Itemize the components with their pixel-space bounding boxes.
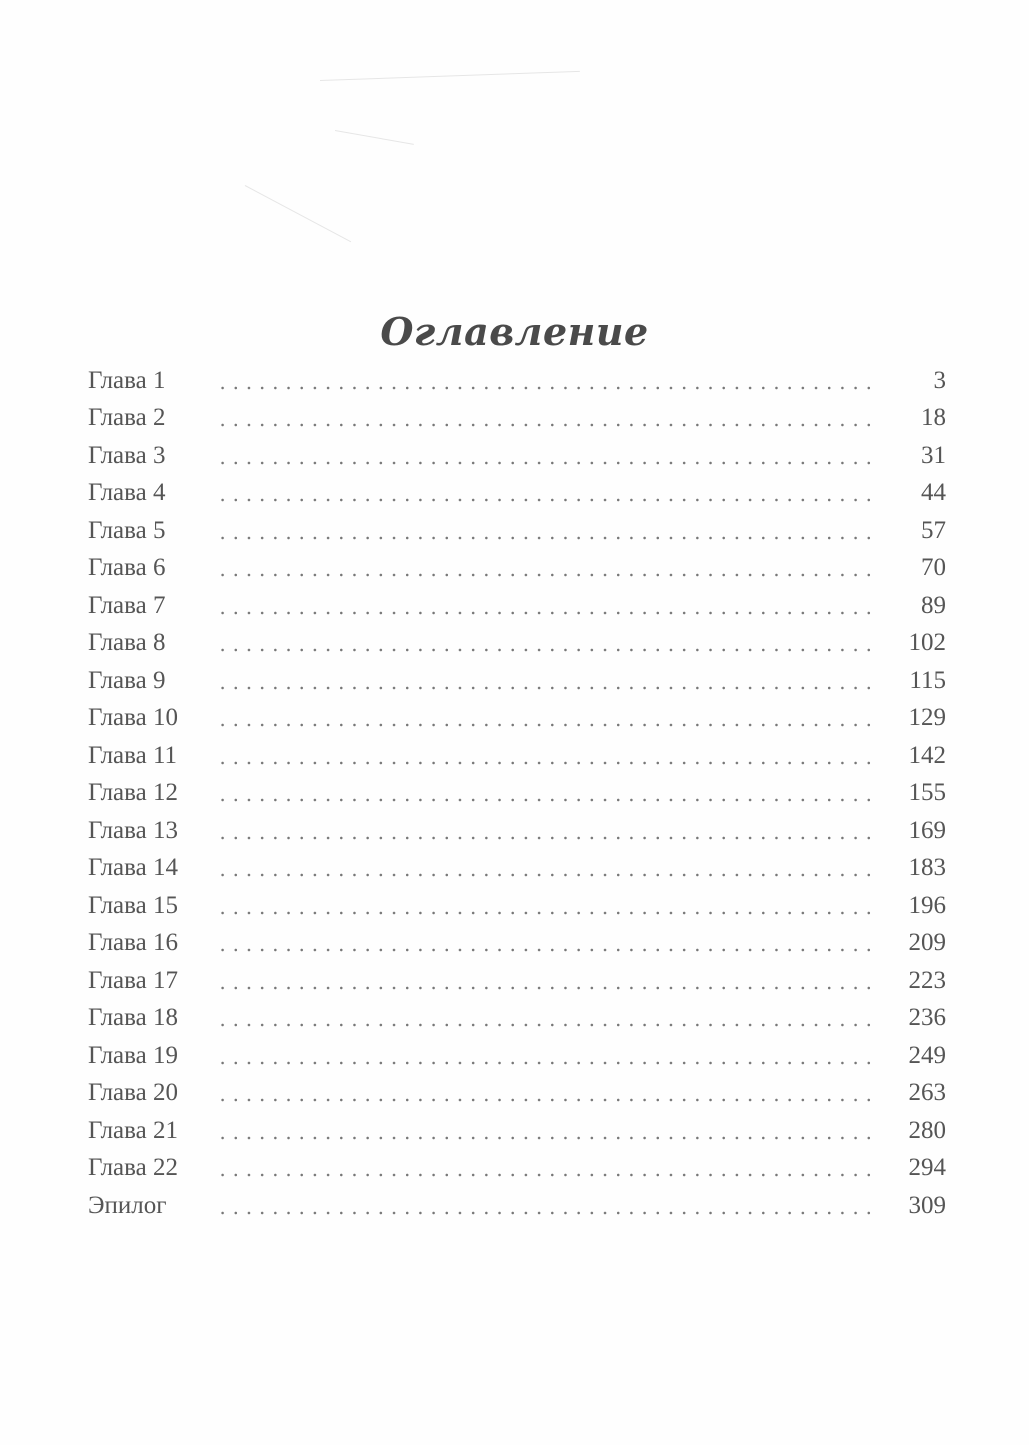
page-title: Оглавление [380, 309, 649, 355]
toc-entry-label: Глава 17 [88, 966, 178, 994]
toc-entry-page-number: 236 [908, 1004, 946, 1032]
dot-leader [216, 723, 880, 727]
dot-leader [216, 761, 880, 765]
toc-entry-label: Эпилог [88, 1191, 167, 1219]
toc-entry [88, 1112, 946, 1150]
toc-entry-label: Глава 11 [88, 741, 178, 769]
toc-entry-page-number: 102 [908, 629, 946, 657]
dot-leader [216, 836, 880, 840]
toc-entry [88, 887, 946, 925]
toc-entry [88, 850, 946, 888]
toc-entry-page-number: 18 [921, 404, 946, 432]
dot-leader [216, 461, 880, 465]
dot-leader [216, 1211, 880, 1215]
toc-entry-page-number: 209 [908, 929, 946, 957]
toc-entry-page-number: 263 [908, 1079, 946, 1107]
toc-entry-label: Глава 22 [88, 1154, 178, 1182]
toc-entry-label: Глава 21 [88, 1116, 178, 1144]
toc-entry-label: Глава 6 [88, 554, 166, 582]
toc-entry [88, 512, 946, 550]
toc-entry-page-number: 280 [908, 1116, 946, 1144]
scan-artifact-line [335, 130, 414, 145]
toc-entry-page-number: 89 [921, 591, 946, 619]
dot-leader [216, 1173, 880, 1177]
toc-entry-page-number: 155 [908, 779, 946, 807]
toc-entry-page-number: 169 [908, 816, 946, 844]
toc-entry-label: Глава 3 [88, 441, 166, 469]
dot-leader [216, 498, 880, 502]
toc-entry [88, 812, 946, 850]
toc-entry [88, 1187, 946, 1225]
dot-leader [216, 798, 880, 802]
toc-entry-page-number: 294 [908, 1154, 946, 1182]
toc-entry-page-number: 142 [908, 741, 946, 769]
toc-entry [88, 662, 946, 700]
scan-artifact-line [245, 185, 351, 242]
dot-leader [216, 423, 880, 427]
dot-leader [216, 611, 880, 615]
toc-entry-label: Глава 8 [88, 629, 166, 657]
dot-leader [216, 948, 880, 952]
toc-entry [88, 587, 946, 625]
toc-entry [88, 437, 946, 475]
scan-artifact-line [320, 71, 580, 81]
toc-entry-label: Глава 14 [88, 854, 178, 882]
toc-entry-page-number: 309 [908, 1191, 946, 1219]
toc-entry-label: Глава 2 [88, 404, 166, 432]
toc-entry [88, 1075, 946, 1113]
toc-entry-label: Глава 13 [88, 816, 178, 844]
toc-entry [88, 962, 946, 1000]
toc-entry-page-number: 129 [908, 704, 946, 732]
toc-entry-label: Глава 7 [88, 591, 166, 619]
toc-entry-label: Глава 1 [88, 366, 166, 394]
toc-entry-label: Глава 10 [88, 704, 178, 732]
toc-entry [88, 700, 946, 738]
dot-leader [216, 873, 880, 877]
toc-entry-page-number: 44 [921, 479, 946, 507]
toc-entry-label: Глава 4 [88, 479, 166, 507]
dot-leader [216, 911, 880, 915]
toc-entry-page-number: 57 [921, 516, 946, 544]
toc-entry [88, 362, 946, 400]
dot-leader [216, 1136, 880, 1140]
toc-entry-label: Глава 16 [88, 929, 178, 957]
dot-leader [216, 573, 880, 577]
toc-entry-label: Глава 19 [88, 1041, 178, 1069]
toc-entry [88, 550, 946, 588]
toc-entry [88, 737, 946, 775]
toc-entry-page-number: 115 [909, 666, 946, 694]
toc-entry [88, 400, 946, 438]
toc-entry [88, 1000, 946, 1038]
toc-entry-label: Глава 12 [88, 779, 178, 807]
dot-leader [216, 986, 880, 990]
toc-entry [88, 775, 946, 813]
toc-entry-page-number: 196 [908, 891, 946, 919]
toc-entry-page-number: 70 [921, 554, 946, 582]
toc-entry [88, 925, 946, 963]
toc-entry-label: Глава 15 [88, 891, 178, 919]
toc-entry-label: Глава 18 [88, 1004, 178, 1032]
toc-entry-page-number: 3 [933, 366, 946, 394]
toc-entry-page-number: 183 [908, 854, 946, 882]
toc-entry-label: Глава 20 [88, 1079, 178, 1107]
toc-entry-page-number: 31 [921, 441, 946, 469]
dot-leader [216, 386, 880, 390]
dot-leader [216, 1061, 880, 1065]
toc-entry-page-number: 223 [908, 966, 946, 994]
toc-entry [88, 1150, 946, 1188]
toc-entry [88, 1037, 946, 1075]
toc-entry [88, 475, 946, 513]
dot-leader [216, 648, 880, 652]
toc-entry-page-number: 249 [908, 1041, 946, 1069]
dot-leader [216, 686, 880, 690]
dot-leader [216, 1023, 880, 1027]
toc-entry [88, 625, 946, 663]
dot-leader [216, 536, 880, 540]
toc-entry-label: Глава 5 [88, 516, 166, 544]
table-of-contents [88, 362, 946, 1225]
dot-leader [216, 1098, 880, 1102]
toc-entry-label: Глава 9 [88, 666, 166, 694]
